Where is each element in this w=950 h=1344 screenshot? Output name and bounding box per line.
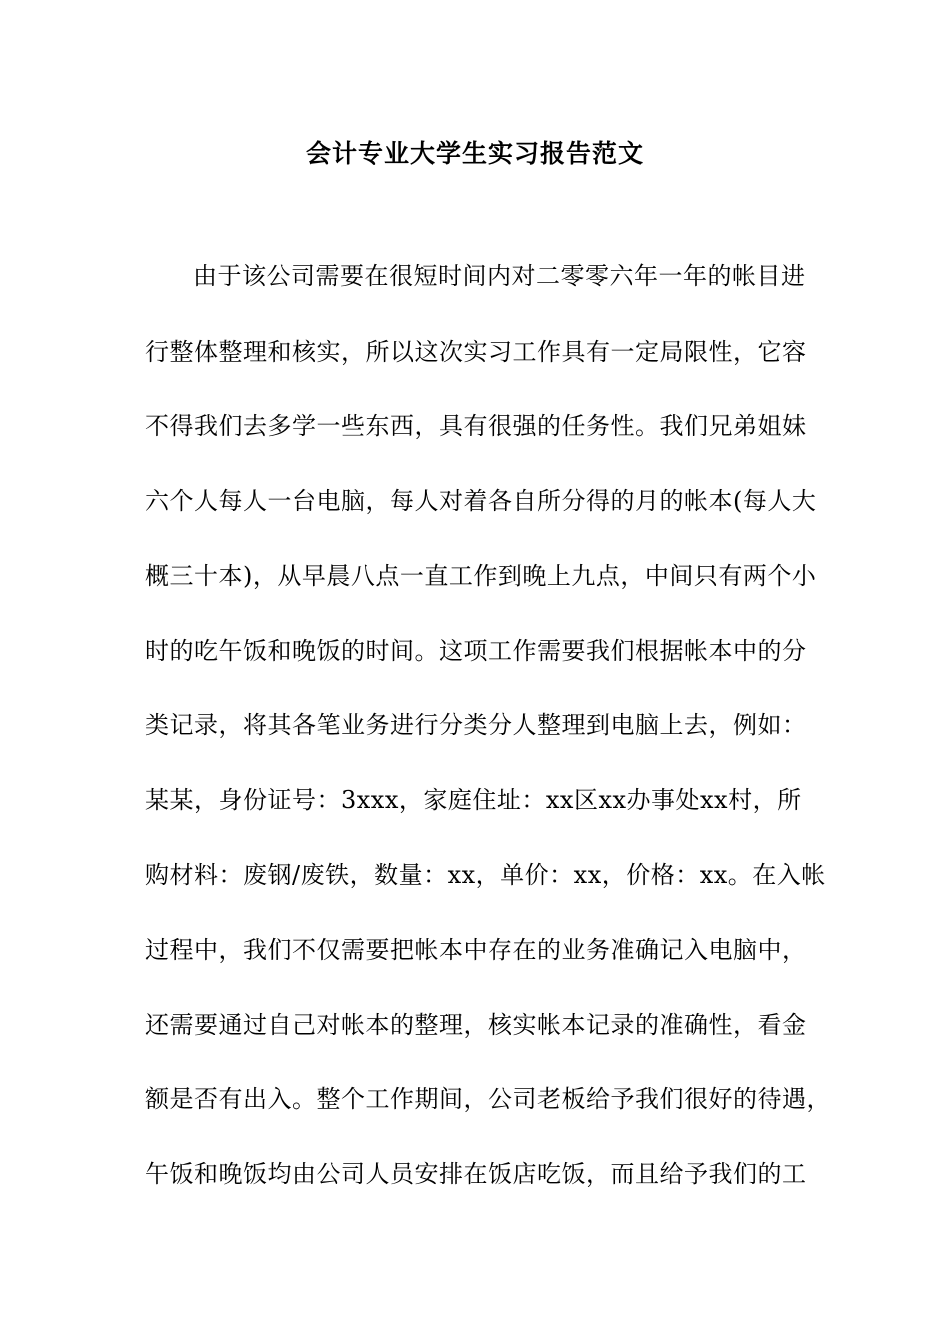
paragraph-line: 类记录，将其各笔业务进行分类分人整理到电脑上去，例如： — [145, 711, 807, 739]
paragraph-line: 概三十本)，从早晨八点一直工作到晚上九点，中间只有两个小 — [145, 562, 817, 590]
paragraph-line: 行整体整理和核实，所以这次实习工作具有一定局限性，它容 — [145, 338, 807, 366]
paragraph-line: 过程中，我们不仅需要把帐本中存在的业务准确记入电脑中， — [145, 936, 807, 964]
paragraph-line: 由于该公司需要在很短时间内对二零零六年一年的帐目进 — [193, 262, 806, 290]
paragraph-line: 某某，身份证号：3xxx，家庭住址：xx区xx办事处xx村，所 — [145, 786, 802, 814]
paragraph-line: 购材料：废钢/废铁，数量：xx，单价：xx，价格：xx。在入帐 — [145, 861, 826, 889]
document-title: 会计专业大学生实习报告范文 — [305, 139, 644, 168]
paragraph-line: 不得我们去多学一些东西，具有很强的任务性。我们兄弟姐妹 — [145, 412, 807, 440]
paragraph-line: 额是否有出入。整个工作期间，公司老板给予我们很好的待遇， — [145, 1085, 831, 1113]
paragraph-line: 六个人每人一台电脑，每人对着各自所分得的月的帐本(每人大 — [145, 487, 817, 515]
paragraph-line: 午饭和晚饭均由公司人员安排在饭店吃饭，而且给予我们的工 — [145, 1160, 807, 1188]
paragraph-line: 还需要通过自己对帐本的整理，核实帐本记录的准确性，看金 — [145, 1011, 807, 1039]
paragraph-line: 时的吃午饭和晚饭的时间。这项工作需要我们根据帐本中的分 — [145, 637, 807, 665]
